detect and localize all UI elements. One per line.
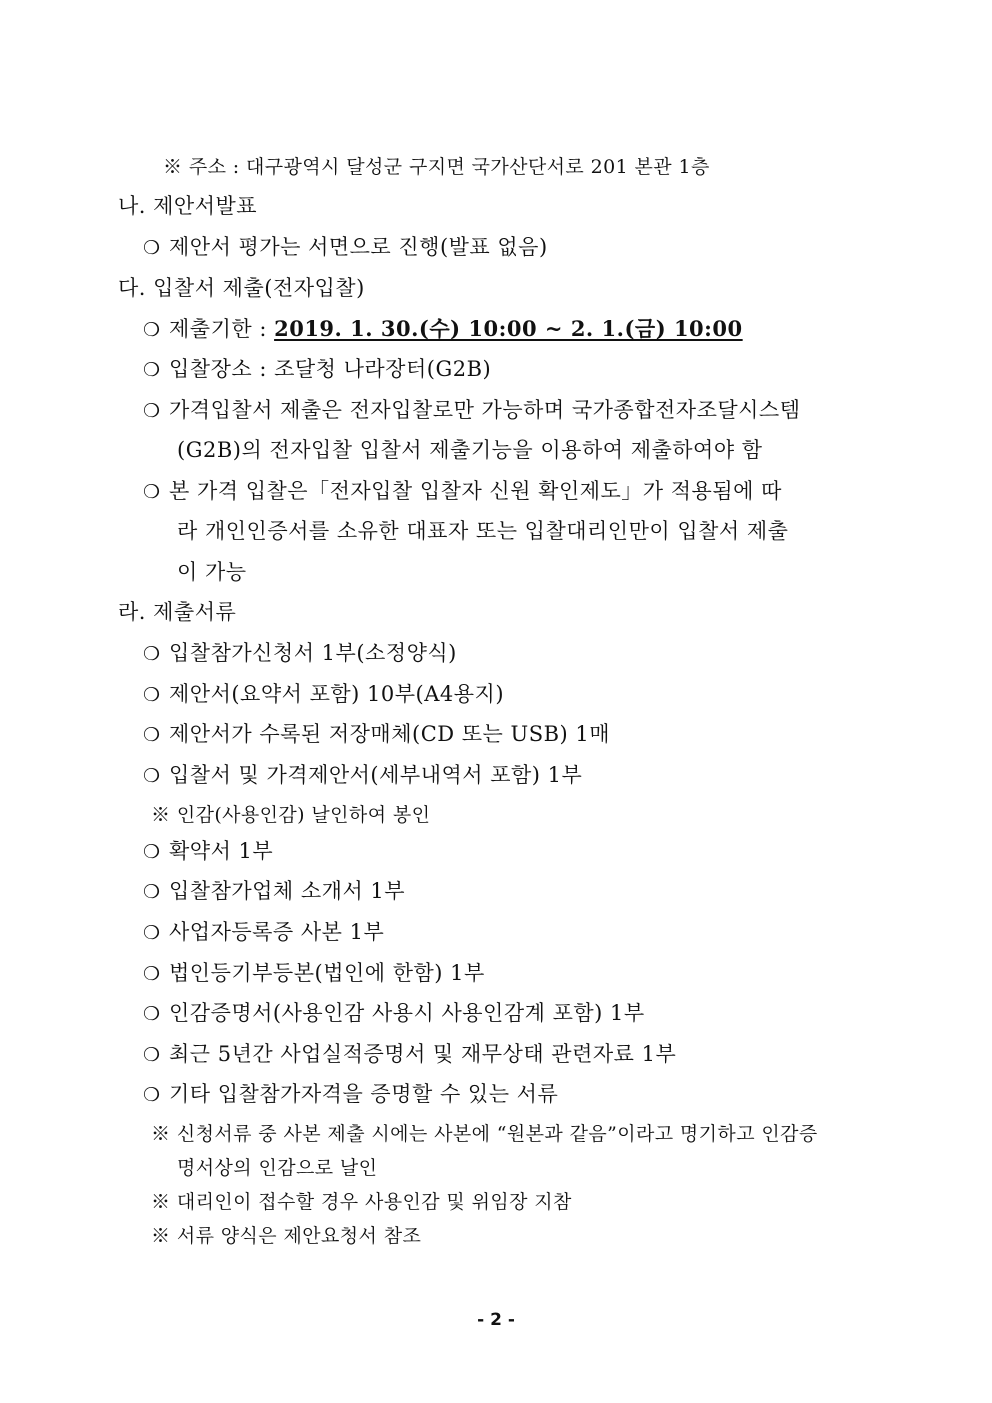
note-copies: ※ 신청서류 중 사본 제출 시에는 사본에 “원본과 같음”이라고 명기하고 인감증: [151, 1123, 818, 1145]
list-item: ❍ 입찰서 및 가격제안서(세부내역서 포함) 1부: [143, 763, 583, 787]
bullet-circle-icon: ❍: [143, 724, 161, 746]
page-number: - 2 -: [477, 1310, 515, 1330]
note-copies-continuation: 명서상의 인감으로 날인: [177, 1157, 378, 1179]
list-item: ❍ 최근 5년간 사업실적증명서 및 재무상태 관련자료 1부: [143, 1042, 677, 1066]
bullet-circle-icon: ❍: [143, 881, 161, 903]
list-item-continuation: 라 개인인증서를 소유한 대표자 또는 입찰대리인만이 입찰서 제출: [177, 519, 789, 543]
list-item: ❍ 가격입찰서 제출은 전자입찰로만 가능하며 국가종합전자조달시스템: [143, 398, 801, 422]
bullet-circle-icon: ❍: [143, 237, 161, 259]
section-heading-na: 나. 제안서발표: [118, 194, 258, 218]
list-item: ❍ 본 가격 입찰은「전자입찰 입찰자 신원 확인제도」가 적용됨에 따: [143, 479, 782, 503]
deadline-value: 2019. 1. 30.(수) 10:00 ~ 2. 1.(금) 10:00: [274, 316, 743, 341]
bullet-circle-icon: ❍: [143, 922, 161, 944]
list-item: ❍ 입찰참가업체 소개서 1부: [143, 879, 406, 903]
section-heading-ra: 라. 제출서류: [118, 600, 237, 624]
deadline-label: 제출기한 :: [169, 317, 267, 341]
list-item-continuation: (G2B)의 전자입찰 입찰서 제출기능을 이용하여 제출하여야 함: [177, 438, 763, 462]
bullet-circle-icon: ❍: [143, 684, 161, 706]
list-item: ❍ 기타 입찰참가자격을 증명할 수 있는 서류: [143, 1082, 559, 1106]
bullet-circle-icon: ❍: [143, 400, 161, 422]
list-item-continuation: 이 가능: [177, 560, 247, 584]
list-item: ❍ 제안서 평가는 서면으로 진행(발표 없음): [143, 235, 548, 259]
section-heading-da: 다. 입찰서 제출(전자입찰): [118, 276, 365, 300]
list-item: ❍ 인감증명서(사용인감 사용시 사용인감계 포함) 1부: [143, 1001, 645, 1025]
note-agent: ※ 대리인이 접수할 경우 사용인감 및 위임장 지참: [151, 1191, 572, 1213]
bullet-circle-icon: ❍: [143, 765, 161, 787]
list-item-deadline: [143, 313, 743, 343]
bullet-circle-icon: ❍: [143, 1003, 161, 1025]
bullet-circle-icon: ❍: [143, 1044, 161, 1066]
note-forms: ※ 서류 양식은 제안요청서 참조: [151, 1225, 422, 1247]
seal-note: ※ 인감(사용인감) 날인하여 봉인: [151, 804, 431, 826]
list-item: ❍ 법인등기부등본(법인에 한함) 1부: [143, 961, 485, 985]
address-note: ※ 주소 : 대구광역시 달성군 구지면 국가산단서로 201 본관 1층: [163, 156, 710, 178]
bullet-circle-icon: ❍: [143, 643, 161, 665]
bullet-circle-icon: ❍: [143, 841, 161, 863]
bullet-circle-icon: ❍: [143, 359, 161, 381]
bullet-circle-icon: ❍: [143, 481, 161, 503]
list-item: ❍ 입찰장소 : 조달청 나라장터(G2B): [143, 357, 492, 381]
bullet-circle-icon: ❍: [143, 319, 161, 341]
list-item: ❍ 제안서(요약서 포함) 10부(A4용지): [143, 682, 505, 706]
bullet-circle-icon: ❍: [143, 963, 161, 985]
list-item: ❍ 제안서가 수록된 저장매체(CD 또는 USB) 1매: [143, 722, 611, 746]
list-item: ❍ 확약서 1부: [143, 839, 274, 863]
list-item: ❍ 입찰참가신청서 1부(소정양식): [143, 641, 457, 665]
bullet-circle-icon: ❍: [143, 1084, 161, 1106]
list-item: ❍ 사업자등록증 사본 1부: [143, 920, 385, 944]
